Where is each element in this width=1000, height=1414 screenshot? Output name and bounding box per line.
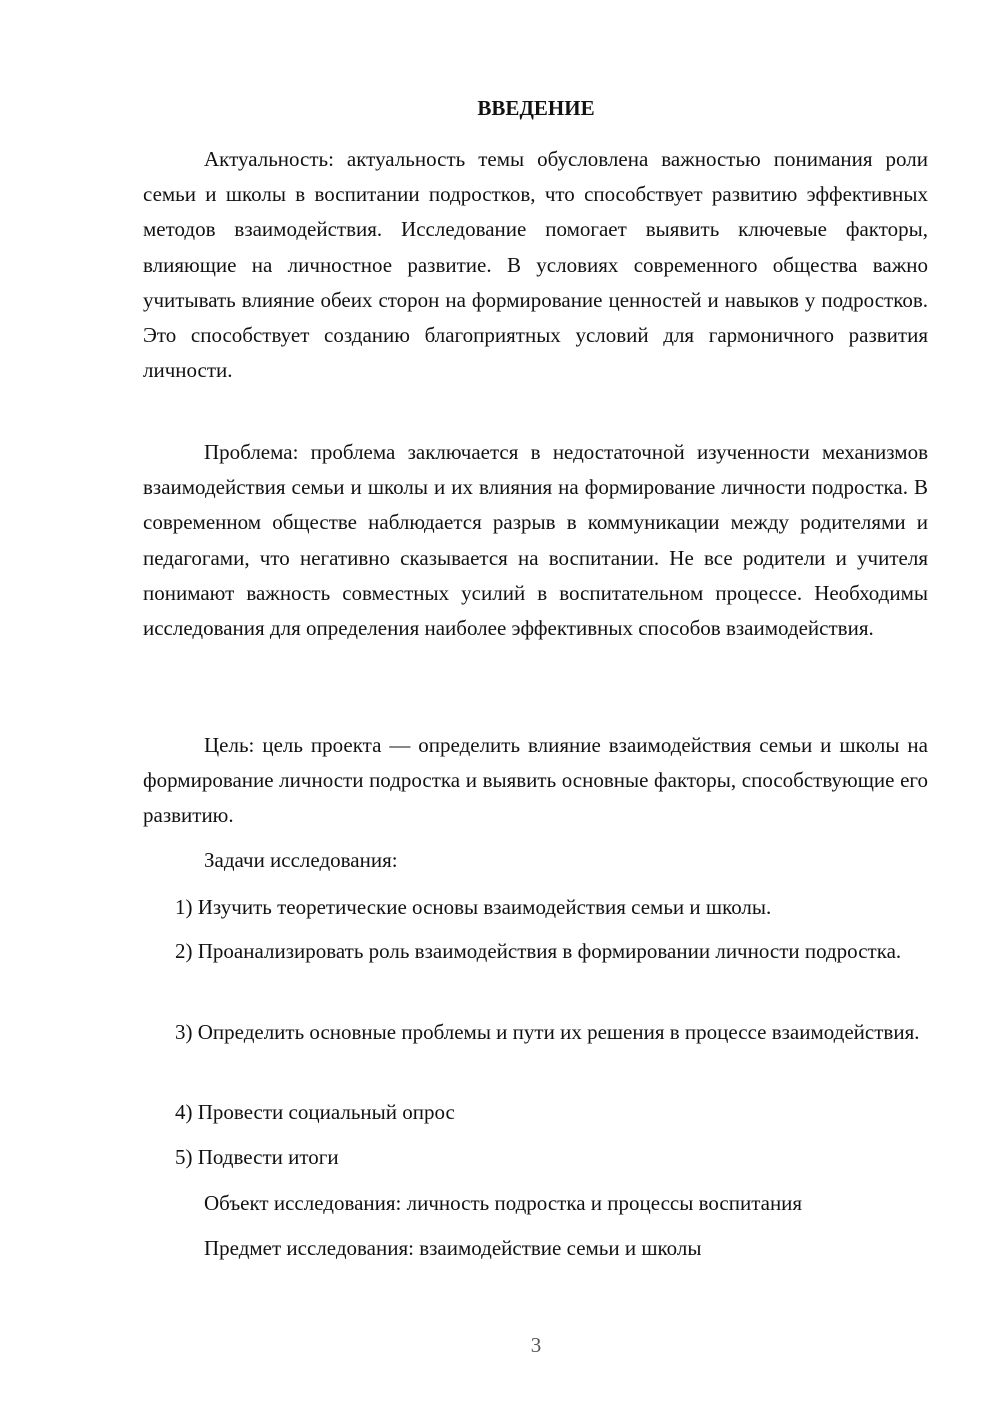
relevance-paragraph: Актуальность: актуальность темы обусловлена важностью понимания роли семьи и школы в воспитании подростков, что способствует развитию эффективных методов взаимодействия. Исследование помогает выявить ключевые факторы, влияющие на личностное развитие. В условиях современного общества важно учитывать влияние обеих сторон на формирование ценностей и навыков у подростков. Это способствует созданию благоприятных условий для гармоничного развития личности. xyxy=(143,147,928,383)
tasks-heading: Задачи исследования: xyxy=(204,848,398,872)
section-heading: ВВЕДЕНИЕ xyxy=(477,96,595,120)
task-item-4: 4) Провести социальный опрос xyxy=(175,1100,455,1124)
research-subject: Предмет исследования: взаимодействие семьи и школы xyxy=(204,1236,702,1260)
research-object: Объект исследования: личность подростка и процессы воспитания xyxy=(204,1191,803,1215)
task-item-2: 2) Проанализировать роль взаимодействия в формировании личности подростка. xyxy=(175,939,902,963)
page-number: 3 xyxy=(530,1333,542,1357)
problem-paragraph: Проблема: проблема заключается в недостаточной изученности механизмов взаимодействия семьи и школы и их влияния на формирование личности подростка. В современном обществе наблюдается разрыв в коммуникации между родителями и педагогами, что негативно сказывается на воспитании. Не все родители и учителя понимают важность совместных усилий в воспитательном процессе. Необходимы исследования для определения наиболее эффективных способов взаимодействия. xyxy=(143,440,928,641)
goal-paragraph: Цель: цель проекта — определить влияние взаимодействия семьи и школы на формирование личности подростка и выявить основные факторы, способствующие его развитию. xyxy=(143,733,928,828)
task-item-3: 3) Определить основные проблемы и пути их решения в процессе взаимодействия. xyxy=(175,1020,920,1044)
task-item-5: 5) Подвести итоги xyxy=(175,1145,339,1169)
task-item-1: 1) Изучить теоретические основы взаимодействия семьи и школы. xyxy=(175,895,772,919)
